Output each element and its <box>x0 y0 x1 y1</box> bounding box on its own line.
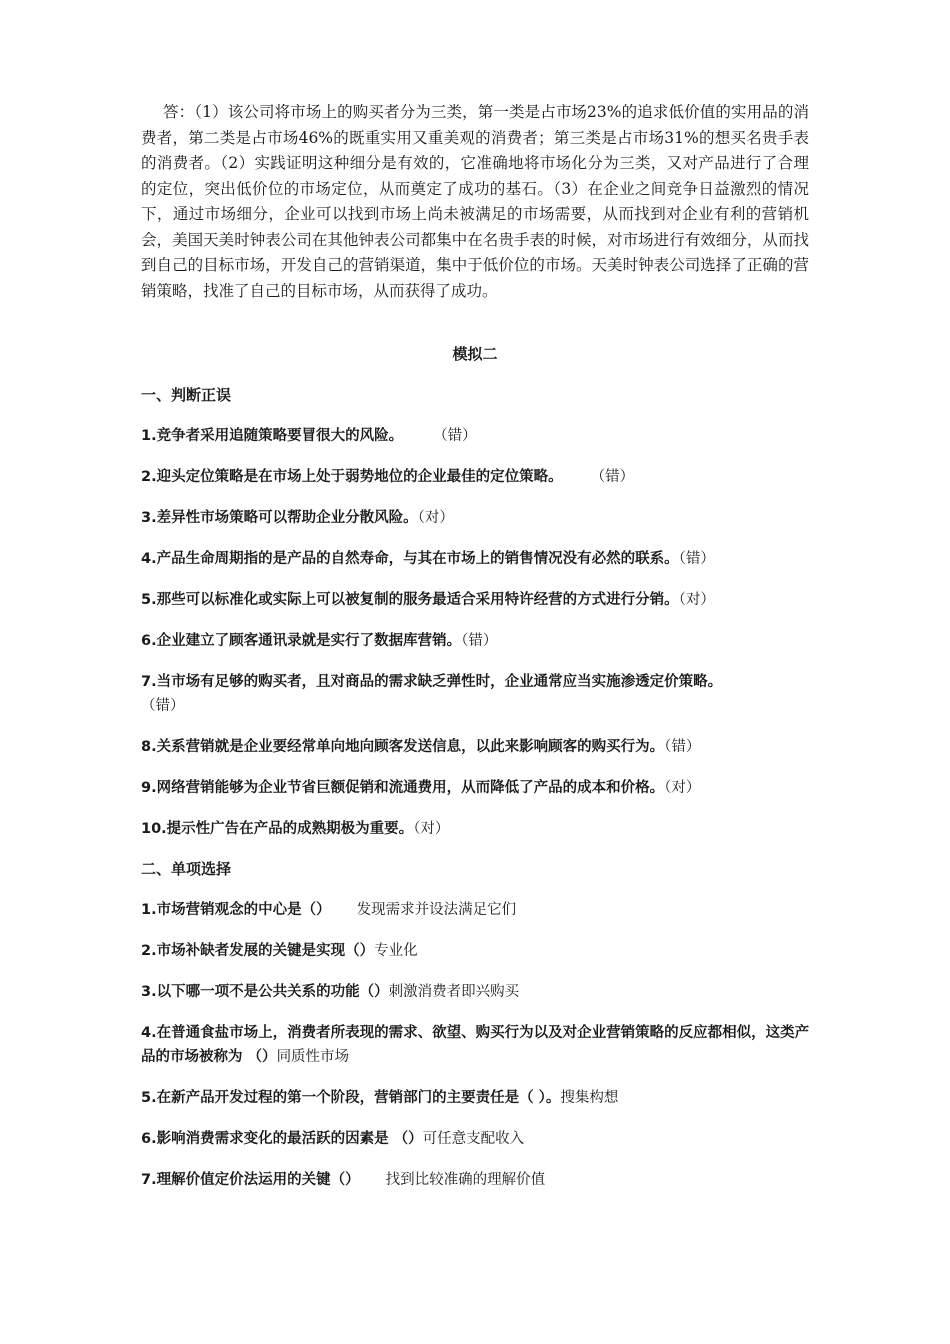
tf-answer: （错） <box>590 469 635 485</box>
mc-answer: 同质性市场 <box>276 1049 350 1065</box>
section-title: 模拟二 <box>452 345 498 363</box>
tf-answer: （错） <box>433 428 477 444</box>
tf-question: 8.关系营销就是企业要经常单向地向顾客发送信息，以此来影响顾客的购买行为。 <box>141 739 665 755</box>
tf-answer: （错） <box>141 698 185 714</box>
part1-heading: 一、判断正误 <box>141 386 232 404</box>
mc-question: 1.市场营销观念的中心是（） <box>141 902 331 918</box>
tf-answer: （错） <box>664 739 701 755</box>
mc-answer: 搜集构想 <box>560 1090 619 1106</box>
mc-answer: 找到比较准确的理解价值 <box>385 1172 546 1188</box>
mc-question: 2.市场补缺者发展的关键是实现（） <box>141 943 375 959</box>
mc-answer: 专业化 <box>374 943 418 959</box>
mc-item-3 <box>141 980 813 1004</box>
tf-answer: （错） <box>461 633 498 649</box>
mc-answer: 刺激消费者即兴购买 <box>388 984 520 1000</box>
mc-item-4 <box>141 1021 813 1069</box>
tf-item-4 <box>141 547 813 571</box>
tf-question: 1.竞争者采用追随策略要冒很大的风险。 <box>141 428 404 444</box>
tf-question: 3.差异性市场策略可以帮助企业分散风险。 <box>141 510 418 526</box>
tf-item-9 <box>141 776 813 800</box>
tf-question: 6.企业建立了顾客通讯录就是实行了数据库营销。 <box>141 633 462 649</box>
tf-question: 2.迎头定位策略是在市场上处于弱势地位的企业最佳的定位策略。 <box>141 469 563 485</box>
mc-question: 4.在普通食盐市场上，消费者所表现的需求、欲望、购买行为以及对企业营销策略的反应都相似，这类产品的市场被称为 （） <box>141 1025 810 1065</box>
tf-item-8 <box>141 735 813 759</box>
mc-answer: 发现需求并设法满足它们 <box>356 902 517 918</box>
tf-answer: （对） <box>664 780 701 796</box>
tf-answer: （错） <box>678 551 715 567</box>
tf-answer: （对） <box>417 510 454 526</box>
tf-item-6 <box>141 629 813 653</box>
tf-item-3 <box>141 506 813 530</box>
tf-question: 5.那些可以标准化或实际上可以被复制的服务最适合采用特许经营的方式进行分销。 <box>141 592 679 608</box>
mc-answer: 可任意支配收入 <box>422 1131 525 1147</box>
mc-question: 7.理解价值定价法运用的关键（） <box>141 1172 360 1188</box>
answer-paragraph: 答：（1）该公司将市场上的购买者分为三类，第一类是占市场23%的追求低价值的实用品的消费者，第二类是占市场46%的既重实用又重美观的消费者；第三类是占市场31%的想买名贵手表的消费者。（2）实践证明这种细分是有效的，它准确地将市场化分为三类，又对产品进行了合理的定位，突出低价位的市场定位，从而奠定了成功的基石。（3）在企业之间竞争日益激烈的情况下，通过市场细分，企业可以找到市场上尚未被满足的市场需要，从而找到对企业有利的营销机会，美国天美时钟表公司在其他钟表公司都集中在名贵手表的时候，对市场进行有效细分，从而找到自己的目标市场，开发自己的营销渠道，集中于低价位的市场。天美时钟表公司选择了正确的营销策略，找准了自己的目标市场，从而获得了成功。 <box>141 103 809 300</box>
mc-question: 3.以下哪一项不是公共关系的功能（） <box>141 984 389 1000</box>
tf-question: 4.产品生命周期指的是产品的自然寿命，与其在市场上的销售情况没有必然的联系。 <box>141 551 679 567</box>
tf-item-5 <box>141 588 813 612</box>
mc-item-2 <box>141 939 813 963</box>
tf-question: 7.当市场有足够的购买者，且对商品的需求缺乏弹性时，企业通常应当实施渗透定价策略。 <box>141 674 723 690</box>
mc-item-5 <box>141 1086 813 1110</box>
mc-item-6 <box>141 1127 813 1151</box>
tf-item-1 <box>141 424 813 448</box>
mc-question: 5.在新产品开发过程的第一个阶段，营销部门的主要责任是（ ）。 <box>141 1090 561 1106</box>
tf-answer: （对） <box>413 821 450 837</box>
tf-item-7 <box>141 670 813 718</box>
tf-question: 9.网络营销能够为企业节省巨额促销和流通费用，从而降低了产品的成本和价格。 <box>141 780 665 796</box>
tf-item-10 <box>141 817 813 841</box>
part2-heading: 二、单项选择 <box>141 860 232 878</box>
tf-answer: （对） <box>678 592 715 608</box>
mc-item-1 <box>141 898 813 922</box>
tf-item-2 <box>141 465 813 489</box>
mc-question: 6.影响消费需求变化的最活跃的因素是 （） <box>141 1131 423 1147</box>
mc-item-7 <box>141 1168 813 1192</box>
tf-question: 10.提示性广告在产品的成熟期极为重要。 <box>141 821 414 837</box>
